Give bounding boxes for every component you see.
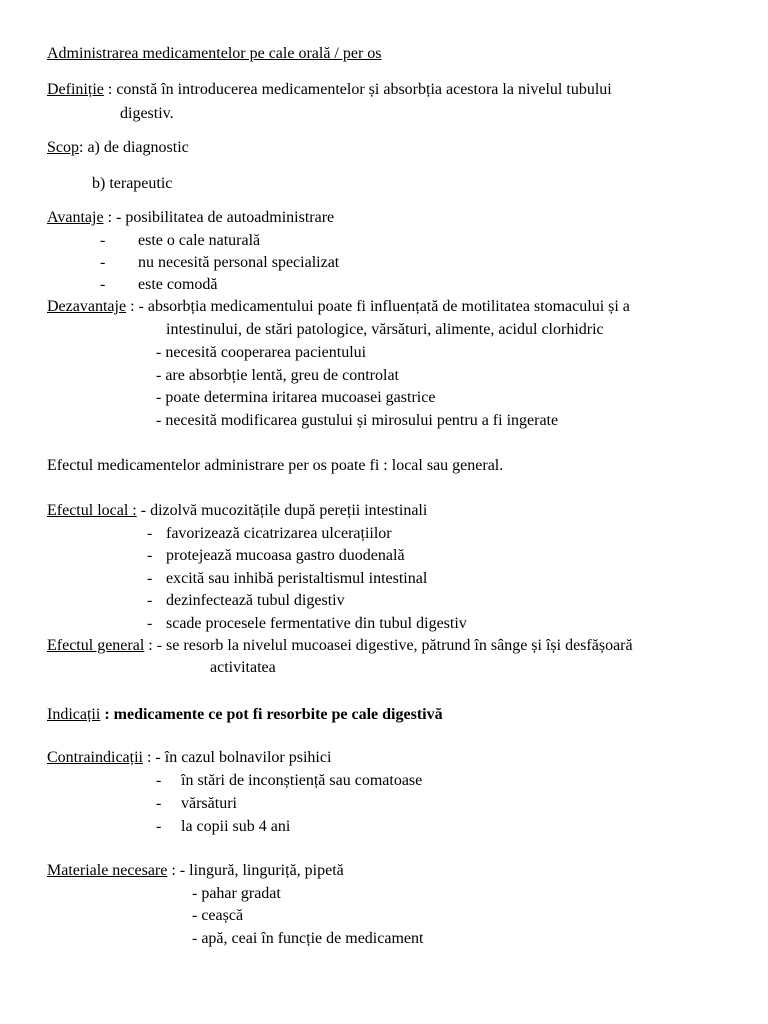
general-effect-continuation: activitatea [210,659,276,676]
advantages-item: nu necesită personal specializat [138,254,340,271]
definition-label: Definiție [47,81,104,98]
general-effect-line [47,636,633,656]
list-dash: - [147,570,153,587]
local-effect-first: - dizolvă mucozitățile după pereții intestinali [136,502,428,519]
advantages-label: Avantaje [47,209,104,226]
local-effect-item: protejează mucoasa gastro duodenală [166,547,405,564]
local-effect-item: excită sau inhibă peristaltismul intestinal [166,570,428,587]
advantages-item: este o cale naturală [138,232,261,249]
materials-item: - pahar gradat [192,885,281,902]
list-dash: - [156,818,162,835]
scope-a: : a) de diagnostic [79,139,189,156]
list-dash: - [147,525,153,542]
general-effect-first: : - se resorb la nivelul mucoasei digestive, pătrund în sânge și își desfășoară [144,637,633,654]
indications-label: Indicații [47,706,101,723]
materials-item: - ceașcă [192,907,244,924]
list-dash: - [100,254,106,271]
disadvantages-line [47,297,630,317]
scope-label: Scop [47,139,79,156]
definition-line [47,80,612,100]
advantages-first: : - posibilitatea de autoadministrare [103,209,335,226]
contraindications-label: Contraindicații [47,749,143,766]
materials-first: : - lingură, linguriță, pipetă [167,862,344,879]
advantages-item: este comodă [138,276,218,293]
disadvantages-label: Dezavantaje [47,298,127,315]
disadvantages-item: - are absorbție lentă, greu de controlat [156,367,399,384]
materials-line [47,861,344,881]
list-dash: - [147,592,153,609]
local-effect-line [47,501,427,521]
effect-intro: Efectul medicamentelor administrare per os poate fi : local sau general. [47,457,504,474]
materials-item: - apă, ceai în funcție de medicament [192,930,424,947]
definition-text: constă în introducerea medicamentelor și absorbția acestora la nivelul tubului [116,81,612,98]
local-effect-item: favorizează cicatrizarea ulcerațiilor [166,525,392,542]
disadvantages-item: - poate determina iritarea mucoasei gastrice [156,389,436,406]
disadvantages-item: - necesită modificarea gustului și mirosului pentru a fi ingerate [156,412,559,429]
scope-b: b) terapeutic [92,175,173,192]
disadvantages-first: : - absorbția medicamentului poate fi influențată de motilitatea stomacului și a [126,298,630,315]
local-effect-label: Efectul local : [47,502,137,519]
contraindications-item: vărsături [181,795,237,812]
definition-continuation: digestiv. [120,105,174,122]
materials-label: Materiale necesare [47,862,168,879]
advantages-line [47,208,334,228]
list-dash: - [100,232,106,249]
disadvantages-first-continuation: intestinului, de stări patologice, vărsături, alimente, acidul clorhidric [166,321,604,338]
local-effect-item: dezinfectează tubul digestiv [166,592,345,609]
list-dash: - [156,772,162,789]
contraindications-item: în stări de inconștiență sau comatoase [181,772,423,789]
list-dash: - [156,795,162,812]
local-effect-item: scade procesele fermentative din tubul digestiv [166,615,467,632]
indications-text: : medicamente ce pot fi resorbite pe cale digestivă [100,706,443,723]
general-effect-label: Efectul general [47,637,145,654]
disadvantages-item: - necesită cooperarea pacientului [156,344,367,361]
contraindications-item: la copii sub 4 ani [181,818,291,835]
list-dash: - [147,615,153,632]
document-title: Administrarea medicamentelor pe cale orală / per os [47,45,382,62]
contraindications-first: : - în cazul bolnavilor psihici [142,749,332,766]
indications-line [47,705,443,725]
scope-line [47,138,189,158]
contraindications-line [47,748,331,768]
list-dash: - [147,547,153,564]
list-dash: - [100,276,106,293]
definition-sep: : [103,81,117,98]
